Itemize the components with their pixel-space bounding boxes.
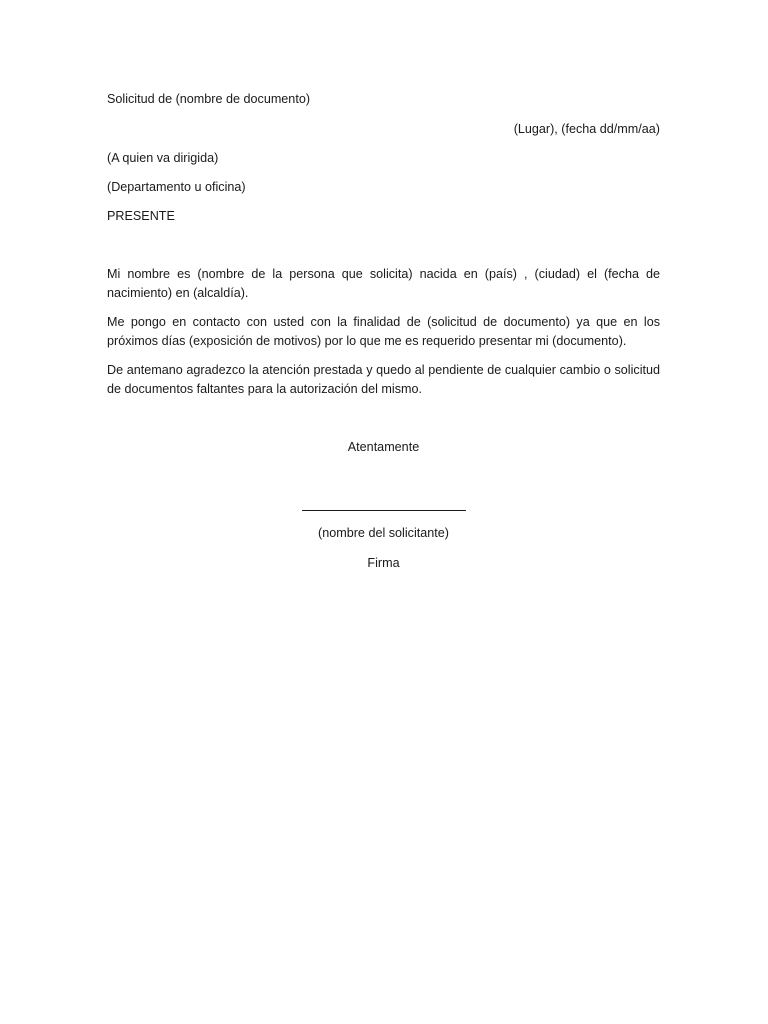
signature-line (302, 510, 466, 511)
body-paragraph-purpose: Me pongo en contacto con usted con la finalidad de (solicitud de documento) ya que en los próximos días (exposición de motivos) por lo que me es requerido presentar mi (documento). (107, 315, 660, 348)
presente-line: PRESENTE (107, 209, 175, 223)
department-line: (Departamento u oficina) (107, 180, 246, 194)
signature-label: Firma (367, 556, 400, 570)
place-date-line: (Lugar), (fecha dd/mm/aa) (513, 122, 660, 136)
closing-line: Atentamente (347, 440, 420, 454)
body-paragraph-intro: Mi nombre es (nombre de la persona que solicita) nacida en (país) , (ciudad) el (fecha de nacimiento) en (alcaldía). (107, 267, 660, 300)
subject-line: Solicitud de (nombre de documento) (107, 92, 311, 106)
recipient-line: (A quien va dirigida) (107, 151, 219, 165)
signer-name-line: (nombre del solicitante) (318, 526, 449, 540)
body-paragraph-thanks: De antemano agradezco la atención prestada y quedo al pendiente de cualquier cambio o solicitud de documentos faltantes para la autorización del mismo. (107, 363, 660, 396)
